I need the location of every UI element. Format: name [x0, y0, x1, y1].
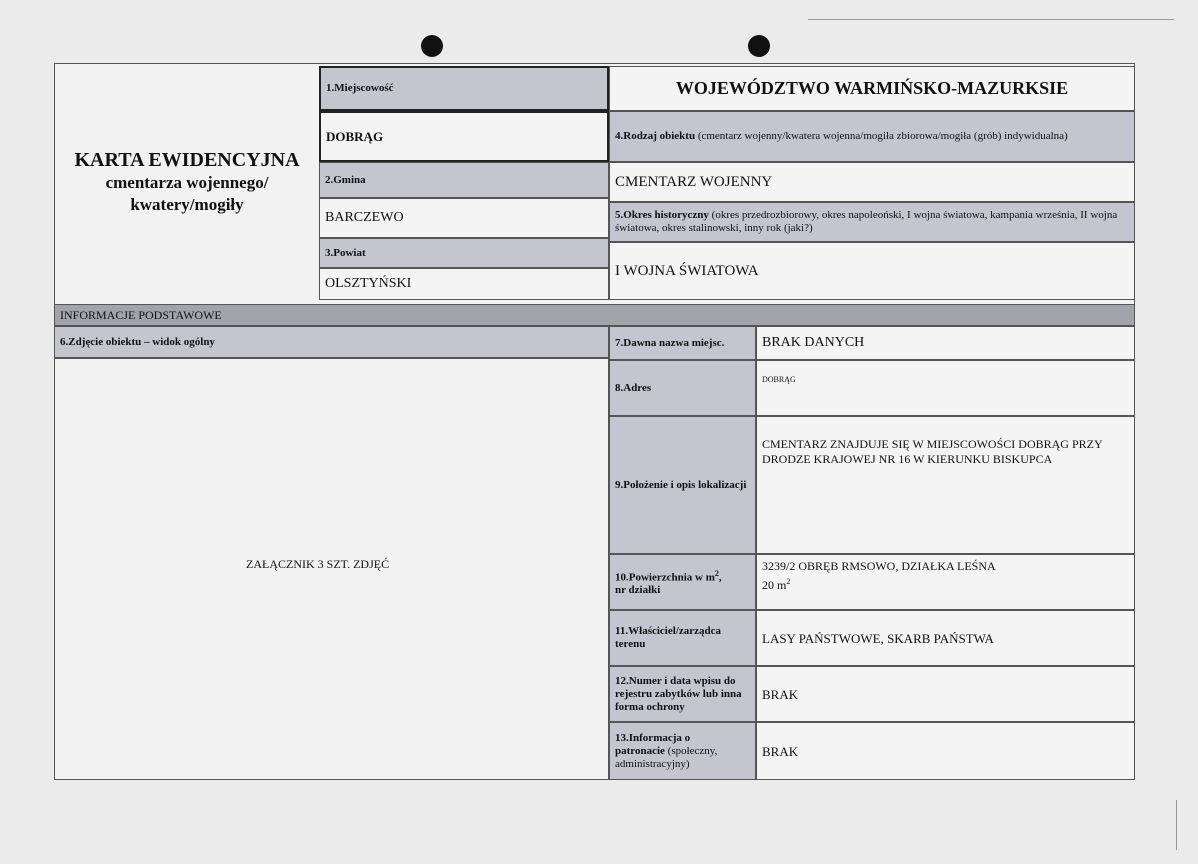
form-subtitle-1: cmentarza wojennego/	[105, 173, 269, 192]
right-edge-rule	[1176, 800, 1177, 850]
patronage-value: BRAK	[756, 722, 1135, 780]
object-type-hint: (cmentarz wojenny/kwatera wojenna/mogiła zbiorowa/mogiła (grób) indywidualna)	[697, 130, 1068, 142]
address-value: DOBRĄG	[756, 360, 1135, 416]
commune-value: BARCZEWO	[319, 198, 609, 238]
owner-label: 11.Właściciel/zarządca terenu	[609, 610, 756, 666]
voivodeship-header	[609, 66, 1135, 111]
object-type-value: CMENTARZ WOJENNY	[609, 162, 1135, 202]
photo-label: 6.Zdjęcie obiektu – widok ogólny	[54, 326, 609, 358]
old-name-label: 7.Dawna nazwa miejsc.	[609, 326, 756, 360]
area-value	[756, 554, 1135, 610]
area-label	[609, 554, 756, 610]
register-value: BRAK	[756, 666, 1135, 722]
area-value-line1: 3239/2 OBRĘB RMSOWO, DZIAŁKA LEŚNA	[762, 559, 996, 573]
district-value: OLSZTYŃSKI	[319, 268, 609, 300]
commune-label: 2.Gmina	[319, 162, 609, 198]
address-label: 8.Adres	[609, 360, 756, 416]
photo-note: ZAŁĄCZNIK 3 SZT. ZDJĘĆ	[246, 557, 390, 571]
punch-hole-right	[748, 35, 770, 57]
locality-value: DOBRĄG	[319, 111, 609, 162]
area-value-sup: 2	[786, 577, 791, 586]
form-title: KARTA EWIDENCYJNA	[74, 149, 300, 171]
location-label: 9.Położenie i opis lokalizacji	[609, 416, 756, 554]
patronage-label-a: 13.Informacja o	[615, 731, 691, 744]
voivodeship-title: WOJEWÓDZTWO WARMIŃSKO-MAZURKSIE	[675, 78, 1069, 98]
title-block	[55, 64, 319, 300]
location-value: CMENTARZ ZNAJDUJE SIĘ W MIEJSCOWOŚCI DOBRĄG PRZY DRODZE KRAJOWEJ NR 16 W KIERUNKU BISKUPCA	[756, 416, 1135, 554]
old-name-value: BRAK DANYCH	[756, 326, 1135, 360]
period-value: I WOJNA ŚWIATOWA	[609, 242, 1135, 300]
form-subtitle-2: kwatery/mogiły	[130, 195, 244, 214]
area-label-a: 10.Powierzchnia w m	[615, 571, 715, 584]
area-label-b: ,	[718, 571, 722, 584]
object-type-label	[609, 111, 1135, 162]
top-right-rule	[808, 19, 1174, 20]
register-label: 12.Numer i data wpisu do rejestru zabytków lub inna forma ochrony	[609, 666, 756, 722]
area-label-c: nr działki	[615, 584, 661, 597]
period-label	[609, 202, 1135, 242]
district-label: 3.Powiat	[319, 238, 609, 268]
object-type-label-text: 4.Rodzaj obiektu	[615, 130, 696, 142]
basic-info-section: INFORMACJE PODSTAWOWE	[54, 304, 1135, 326]
locality-label: 1.Miejscowość	[319, 66, 609, 111]
period-label-text: 5.Okres historyczny	[615, 209, 709, 221]
owner-value: LASY PAŃSTWOWE, SKARB PAŃSTWA	[756, 610, 1135, 666]
period-hint: (okres przedrozbiorowy, okres napoleoński, I wojna światowa, kampania września, II wojna światowa, okres stalinowski, inny rok (jaki?)	[615, 209, 1118, 234]
area-value-line2: 20 m	[762, 578, 787, 592]
patronage-hint: (społeczny, administracyjny)	[615, 744, 718, 770]
punch-hole-left	[421, 35, 443, 57]
area-label-sup: 2	[714, 568, 719, 578]
patronage-label-b: patronacie	[615, 744, 665, 757]
patronage-label	[609, 722, 756, 780]
